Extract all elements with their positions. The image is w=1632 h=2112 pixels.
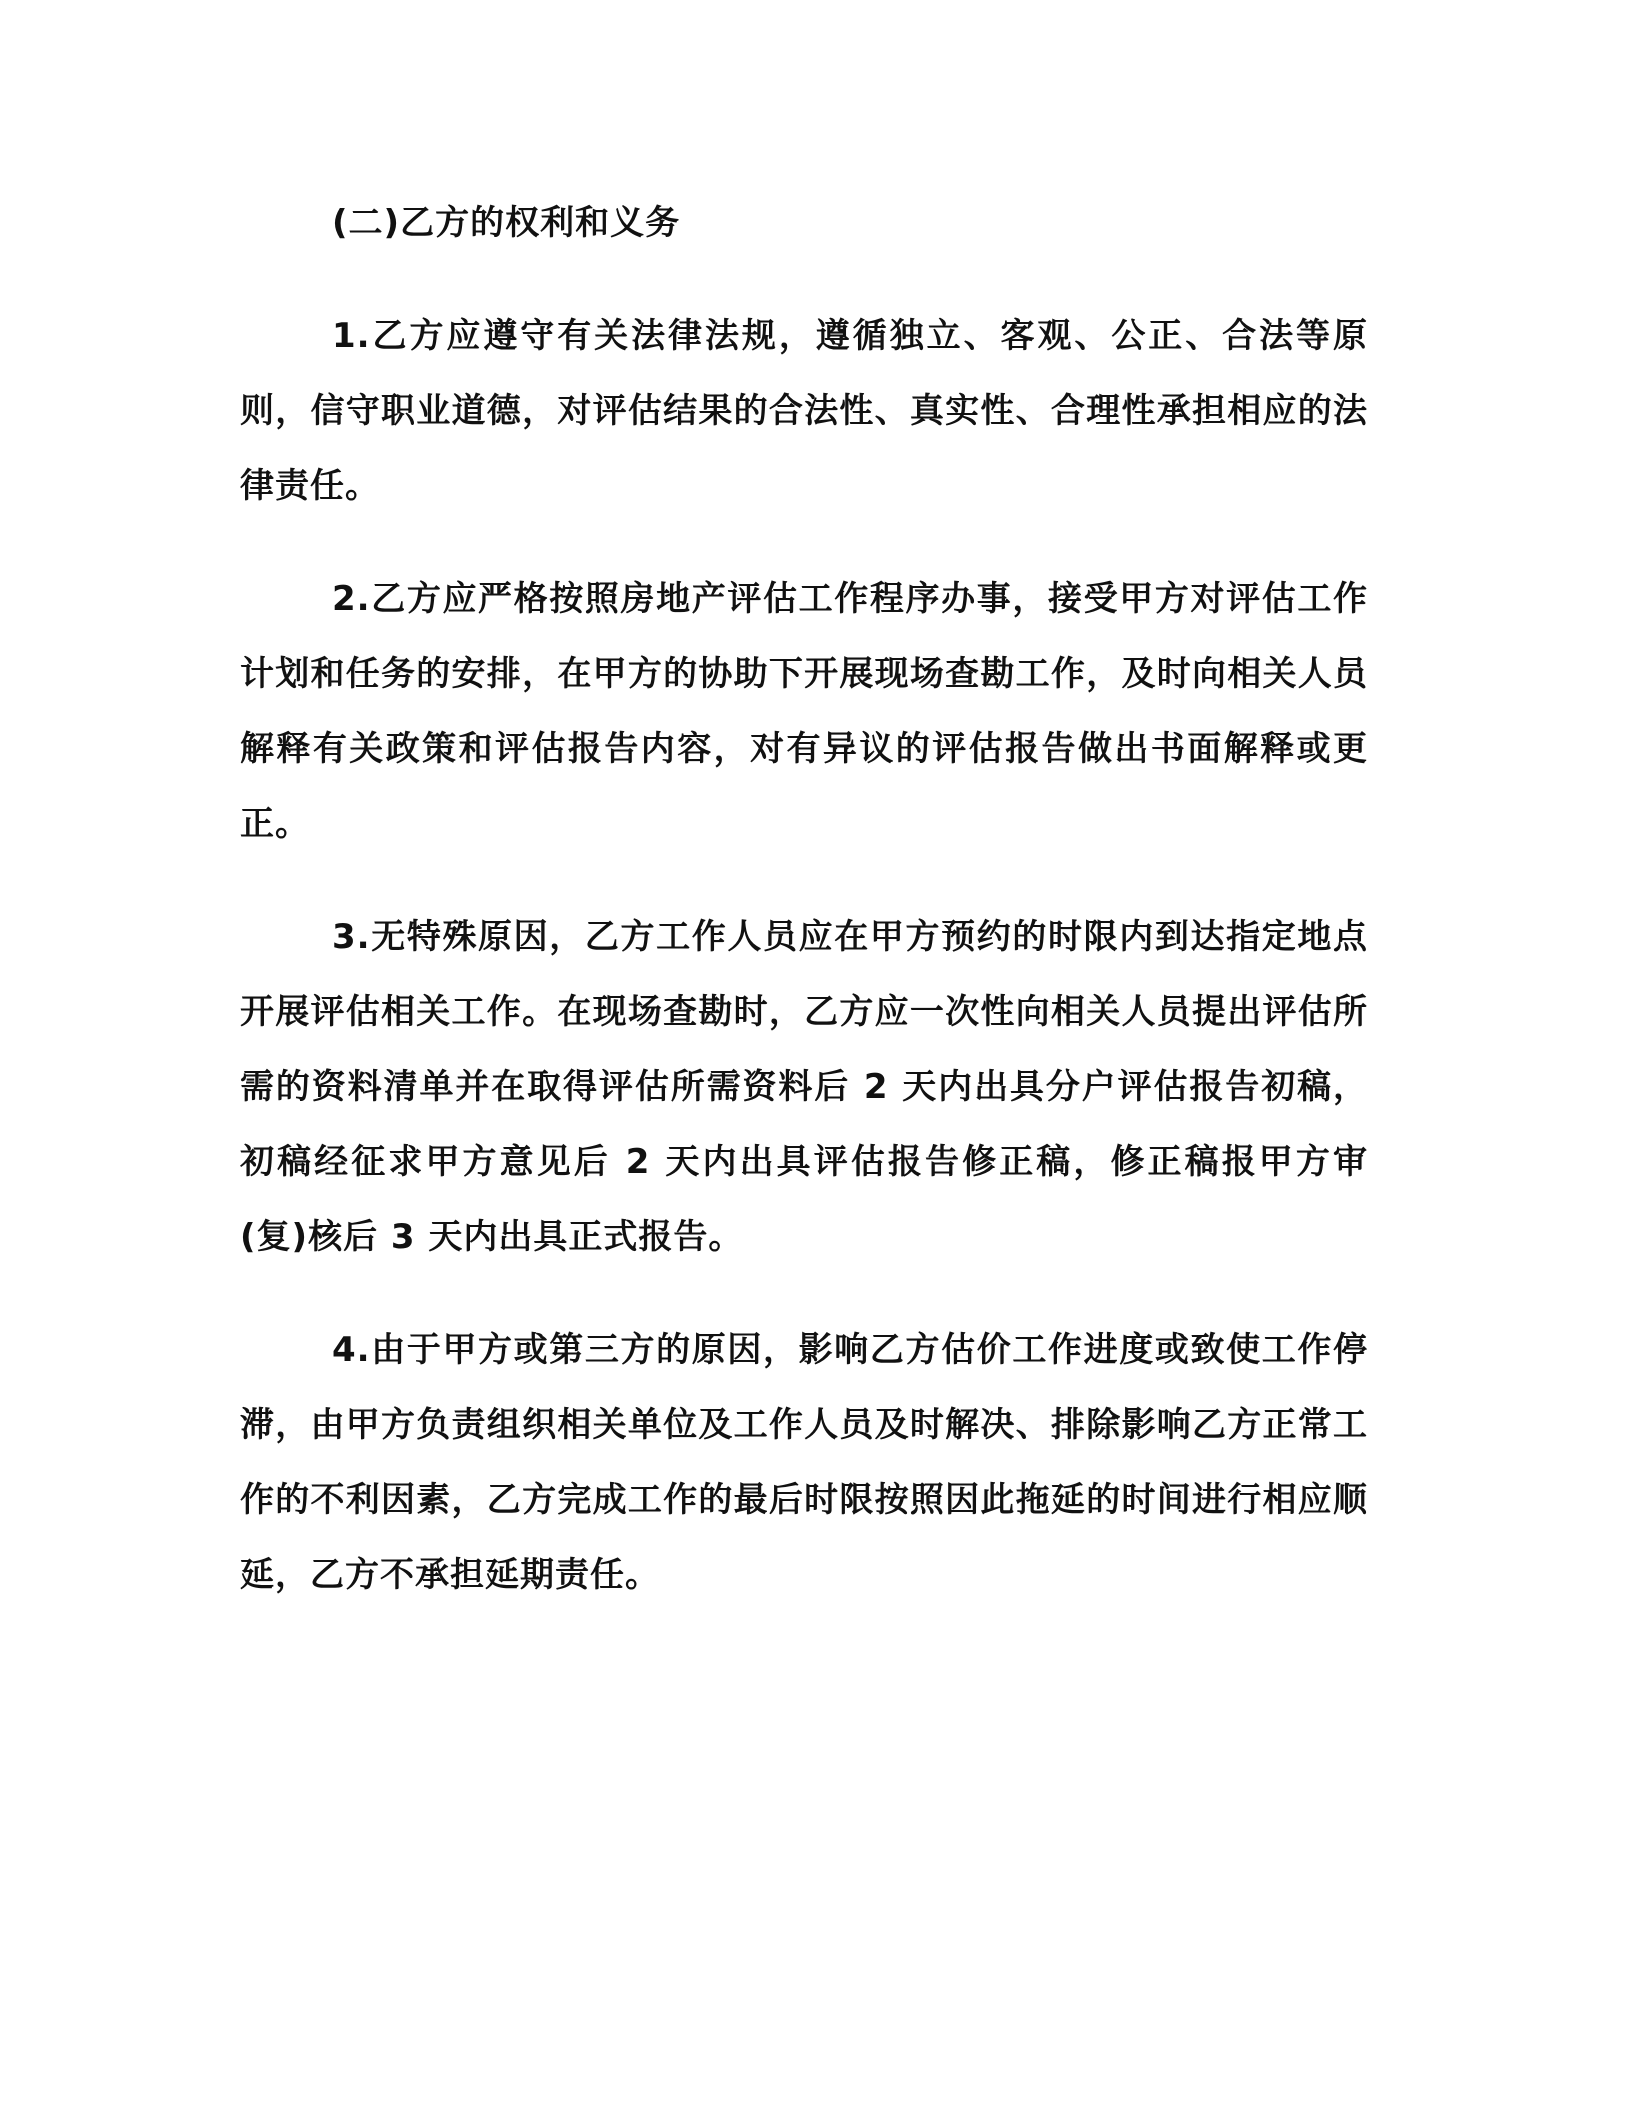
paragraph-2: 2.乙方应严格按照房地产评估工作程序办事，接受甲方对评估工作计划和任务的安排，在甲方的协助下开展现场查勘工作，及时向相关人员解释有关政策和评估报告内容，对有异议的评估报告做出书面解释或更正。: [240, 579, 1368, 844]
paragraph-4: 4.由于甲方或第三方的原因，影响乙方估价工作进度或致使工作停滞，由甲方负责组织相关单位及工作人员及时解决、排除影响乙方正常工作的不利因素，乙方完成工作的最后时限按照因此拖延的时间进行相应顺延，乙方不承担延期责任。: [240, 1330, 1368, 1595]
paragraph-3: 3.无特殊原因，乙方工作人员应在甲方预约的时限内到达指定地点开展评估相关工作。在现场查勘时，乙方应一次性向相关人员提出评估所需的资料清单并在取得评估所需资料后 2 天内出具分户评估报告初稿，初稿经征求甲方意见后 2 天内出具评估报告修正稿，修正稿报甲方审(复)核后 3 天内出具正式报告。: [240, 917, 1368, 1257]
paragraph-1: 1.乙方应遵守有关法律法规，遵循独立、客观、公正、合法等原则，信守职业道德，对评估结果的合法性、真实性、合理性承担相应的法律责任。: [240, 316, 1368, 506]
section-heading: (二)乙方的权利和义务: [332, 203, 681, 243]
document-body: [240, 186, 1368, 1651]
